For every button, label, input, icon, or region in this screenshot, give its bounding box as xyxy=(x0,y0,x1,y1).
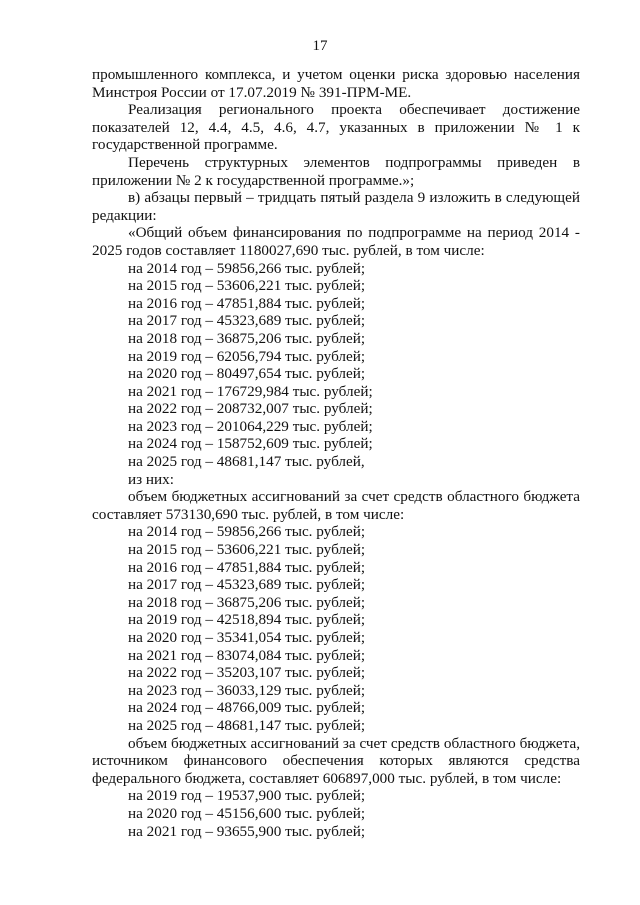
regional-budget-list xyxy=(92,523,580,734)
list-item: на 2018 год – 36875,206 тыс. рублей; xyxy=(128,329,366,347)
list-item: на 2025 год – 48681,147 тыс. рублей; xyxy=(128,716,366,734)
list-item: на 2016 год – 47851,884 тыс. рублей; xyxy=(128,558,366,576)
paragraph-amendment-v: в) абзацы первый – тридцать пятый раздела 9 изложить в следующей редакции: xyxy=(92,189,580,224)
paragraph-federal-budget: объем бюджетных ассигнований за счет средств областного бюджета, источником финансового обеспечения которых являются средства федерального бюджета, составляет 606897,000 тыс. рублей, в том числе: xyxy=(92,734,580,787)
list-item: на 2020 год – 45156,600 тыс. рублей; xyxy=(128,804,366,822)
list-item: на 2021 год – 93655,900 тыс. рублей; xyxy=(128,822,366,840)
list-item: на 2020 год – 80497,654 тыс. рублей; xyxy=(128,365,366,383)
paragraph-regional-project: Реализация регионального проекта обеспечивает достижение показателей 12, 4.4, 4.5, 4.6, 4.7, указанных в приложении № 1 к государственной программе. xyxy=(92,101,580,154)
list-item: на 2015 год – 53606,221 тыс. рублей; xyxy=(128,541,366,559)
list-item: на 2015 год – 53606,221 тыс. рублей; xyxy=(128,277,366,295)
list-item: на 2021 год – 176729,984 тыс. рублей; xyxy=(128,382,373,400)
list-item: на 2020 год – 35341,054 тыс. рублей; xyxy=(128,629,366,646)
paragraph-continuation: промышленного комплекса, и учетом оценки риска здоровью населения Минстроя России от 17.07.2019 № 391-ПРМ-МЕ. xyxy=(92,66,580,101)
list-item: на 2021 год – 83074,084 тыс. рублей; xyxy=(128,646,366,664)
paragraph-regional-budget: объем бюджетных ассигнований за счет средств областного бюджета составляет 573130,690 тыс. рублей, в том числе: xyxy=(92,488,580,523)
list-item: на 2019 год – 19537,900 тыс. рублей; xyxy=(128,787,366,805)
list-item: на 2014 год – 59856,266 тыс. рублей; xyxy=(128,523,366,541)
from-them-label: из них: xyxy=(128,470,174,488)
list-item: на 2019 год – 42518,894 тыс. рублей; xyxy=(128,611,366,629)
list-item: на 2016 год – 47851,884 тыс. рублей; xyxy=(128,294,366,312)
total-financing-list xyxy=(92,260,580,471)
list-item: на 2023 год – 201064,229 тыс. рублей; xyxy=(128,417,373,435)
list-item: на 2022 год – 35203,107 тыс. рублей; xyxy=(128,664,366,682)
list-item: на 2023 год – 36033,129 тыс. рублей; xyxy=(128,681,366,699)
list-item: на 2024 год – 158752,609 тыс. рублей; xyxy=(128,435,373,453)
list-item: на 2019 год – 62056,794 тыс. рублей; xyxy=(128,347,366,365)
federal-budget-list xyxy=(92,787,580,840)
list-item: на 2024 год – 48766,009 тыс. рублей; xyxy=(128,699,366,717)
paragraph-structural-elements: Перечень структурных элементов подпрограммы приведен в приложении № 2 к государственной программе.»; xyxy=(92,153,580,189)
list-item: на 2014 год – 59856,266 тыс. рублей; xyxy=(128,259,366,277)
paragraph-total-financing: «Общий объем финансирования по подпрограмме на период 2014 - 2025 годов составляет 1180027,690 тыс. рублей, в том числе: xyxy=(92,224,580,259)
page-number: 17 xyxy=(312,38,328,54)
list-item: на 2018 год – 36875,206 тыс. рублей; xyxy=(128,593,366,611)
list-item: на 2025 год – 48681,147 тыс. рублей, xyxy=(128,453,365,471)
list-item: на 2017 год – 45323,689 тыс. рублей; xyxy=(128,312,366,330)
list-item: на 2022 год – 208732,007 тыс. рублей; xyxy=(128,400,373,418)
list-item: на 2017 год – 45323,689 тыс. рублей; xyxy=(128,576,366,594)
document-body xyxy=(92,66,580,840)
